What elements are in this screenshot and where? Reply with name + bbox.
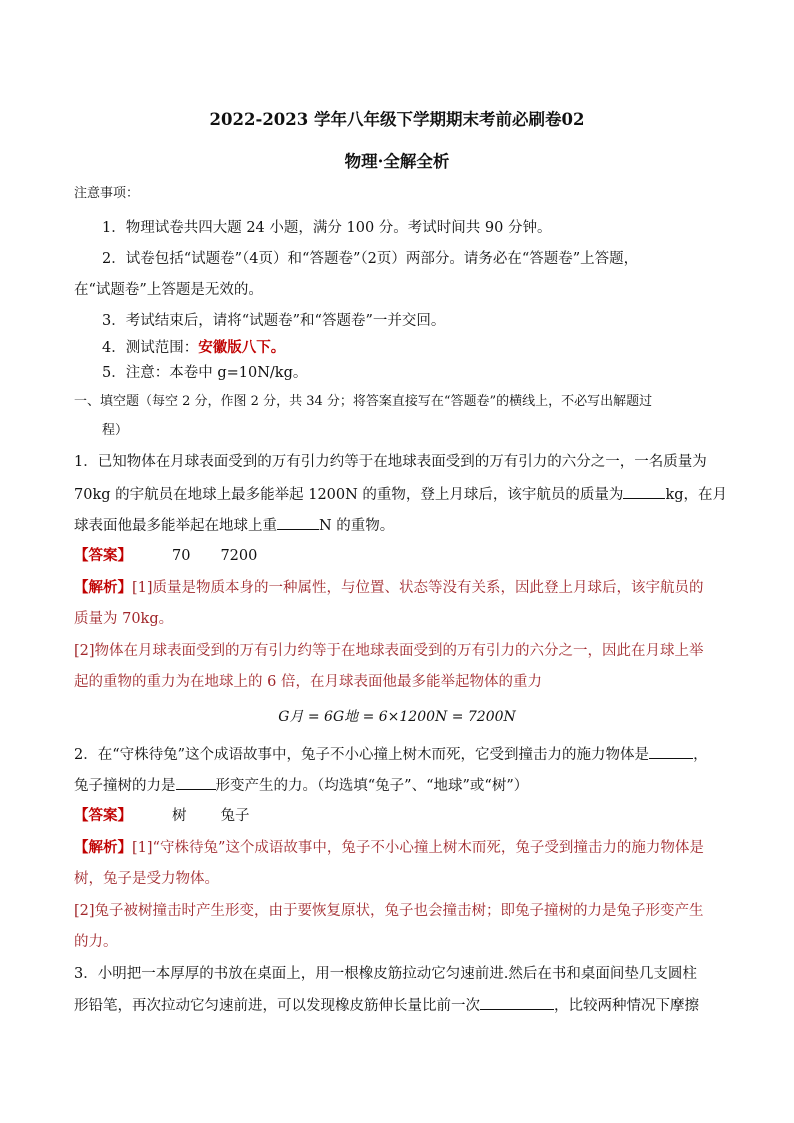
q1-line-1: 1．已知物体在月球表面受到的万有引力约等于在地球表面受到的万有引力的六分之一，一名质量为 — [74, 454, 707, 470]
q1-analysis-3: [2]物体在月球表面受到的万有引力约等于在地球表面受到的万有引力的六分之一，因此在月球上举 — [74, 643, 704, 659]
q1-line-3-tail: N 的重物。 — [319, 518, 395, 534]
q1-analysis-4: 起的重物的重力为在地球上的 6 倍，在月球表面他最多能举起物体的重力 — [74, 674, 542, 690]
q3-line-2 — [74, 995, 724, 1016]
q3-line-2-tail: ，比较两种情况下摩擦 — [554, 998, 699, 1014]
note-2a: 2．试卷包括“试题卷”（4页）和“答题卷”（2页）两部分。请务必在“答题卷”上答题， — [102, 251, 639, 267]
q2-answer-2: 兔子 — [220, 808, 250, 824]
q2-line-1 — [74, 744, 724, 765]
q1-answer — [74, 546, 724, 566]
q2-line-2-tail: 形变产生的力。（均选填“兔子”、“地球”或“树”） — [215, 778, 529, 794]
q1-analysis-1-text: [1]质量是物质本身的一种属性，与位置、状态等没有关系，因此登上月球后，该宇航员的 — [132, 580, 704, 596]
note-4-label: 4．测试范围： — [102, 340, 199, 356]
page-subtitle: 物理·全解全析 — [344, 152, 450, 171]
q1-line-3-text: 球表面他最多能举起在地球上重 — [74, 518, 277, 534]
q2-analysis-tag: 【解析】 — [74, 839, 132, 856]
q3-line-2-text: 形铅笔，再次拉动它匀速前进，可以发现橡皮筋伸长量比前一次 — [74, 998, 480, 1014]
q1-line-2-text: 70kg 的宇航员在地球上最多能举起 1200N 的重物，登上月球后，该宇航员的质量为 — [74, 487, 624, 503]
q2-answer-1: 树 — [172, 808, 187, 824]
q1-line-2 — [74, 484, 728, 505]
q3-line-1: 3．小明把一本厚厚的书放在桌面上，用一根橡皮筋拉动它匀速前进.然后在书和桌面间垫几支圆柱 — [74, 966, 697, 982]
q2-line-1-text: 2．在“守株待兔”这个成语故事中，兔子不小心撞上树木而死，它受到撞击力的施力物体是 — [74, 747, 650, 763]
q2-blank-2[interactable] — [176, 775, 216, 790]
q2-analysis-4: 的力。 — [74, 934, 118, 950]
section-1-heading-a: 一、填空题（每空 2 分，作图 2 分，共 34 分；将答案直接写在“答题卷”的横线上，不必写出解题过 — [74, 394, 653, 409]
page-title: 2022-2023 学年八年级下学期期末考前必刷卷02 — [209, 110, 585, 129]
note-4-range: 安徽版八下。 — [198, 339, 286, 356]
q1-answer-2: 7200 — [220, 548, 258, 564]
q2-line-2 — [74, 775, 724, 796]
q1-analysis-1 — [74, 578, 724, 598]
q2-analysis-3: [2]兔子被树撞击时产生形变，由于要恢复原状，兔子也会撞击树；即兔子撞树的力是兔子形变产生 — [74, 903, 704, 919]
q2-analysis-1 — [74, 838, 724, 858]
q1-answer-1: 70 — [172, 548, 191, 564]
note-5: 5．注意：本卷中 g=10N/kg。 — [102, 365, 308, 381]
q1-line-2-tail: kg，在月 — [665, 487, 728, 503]
q1-analysis-2: 质量为 70kg。 — [74, 611, 174, 627]
note-3: 3．考试结束后，请将“试题卷”和“答题卷”一并交回。 — [102, 313, 446, 329]
q2-analysis-2: 树，兔子是受力物体。 — [74, 871, 219, 887]
q2-analysis-1-text: [1]“守株待兔”这个成语故事中，兔子不小心撞上树木而死，兔子受到撞击力的施力物体是 — [132, 840, 704, 856]
q2-answer — [74, 806, 724, 826]
q2-line-1-tail: ， — [693, 747, 708, 763]
q2-blank-1[interactable] — [649, 744, 693, 759]
q1-answer-tag: 【答案】 — [74, 547, 132, 564]
q2-line-2-text: 兔子撞树的力是 — [74, 778, 176, 794]
q3-blank-1[interactable] — [480, 995, 554, 1010]
q1-line-3 — [74, 515, 724, 536]
q1-formula: G月 = 6G地 = 6×1200N = 7200N — [278, 709, 516, 725]
note-4 — [102, 338, 752, 358]
q1-blank-1[interactable] — [623, 484, 665, 499]
notes-heading: 注意事项： — [74, 186, 140, 201]
q1-blank-2[interactable] — [277, 515, 319, 530]
note-2b: 在“试题卷”上答题是无效的。 — [74, 282, 263, 298]
note-1: 1．物理试卷共四大题 24 小题，满分 100 分。考试时间共 90 分钟。 — [102, 220, 552, 236]
q2-answer-tag: 【答案】 — [74, 807, 132, 824]
q1-analysis-tag: 【解析】 — [74, 579, 132, 596]
section-1-heading-b: 程） — [102, 423, 129, 438]
